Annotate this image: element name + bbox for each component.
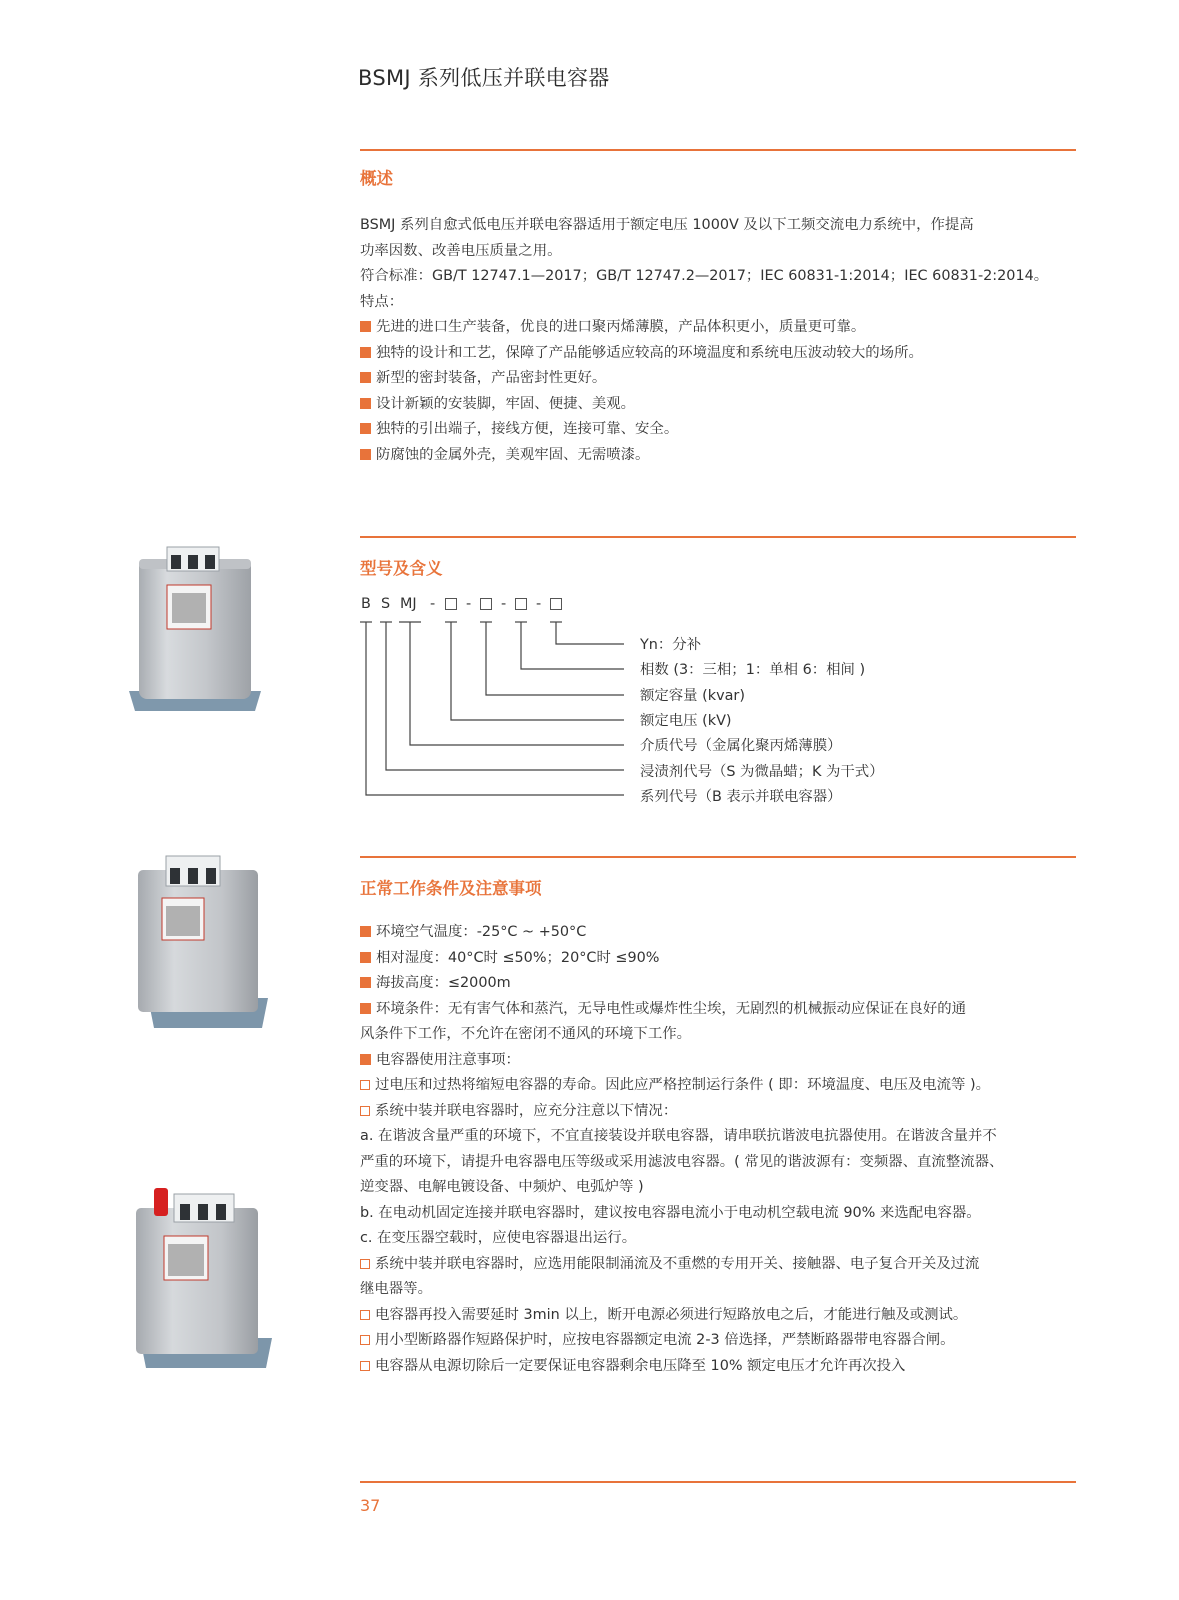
bullet-square-icon (360, 952, 371, 963)
condition-line: b. 在电动机固定连接并联电容器时，建议按电容器电流小于电动机空载电流 90% 来选配电容器。 (360, 1204, 981, 1221)
bullet-square-icon (360, 1054, 371, 1065)
legend-series: 系列代号（B 表示并联电容器） (640, 789, 842, 805)
bullet-square-icon (360, 1003, 371, 1014)
feature-item: 独特的设计和工艺，保障了产品能够适应较高的环境温度和系统电压波动较大的场所。 (360, 341, 1048, 367)
code-dash: - (466, 596, 472, 612)
condition-line: 海拔高度：≤2000m (360, 971, 1003, 997)
leader-line (366, 622, 624, 795)
condition-line: 严重的环境下，请提升电容器电压等级或采用滤波电容器。( 常见的谐波源有：变频器、直流整流器、 (360, 1153, 1004, 1170)
legend-phases: 相数 (3：三相；1：单相 6：相间 ) (640, 662, 866, 678)
code-dash: - (536, 596, 542, 612)
condition-line: 电容器再投入需要延时 3min 以上，断开电源必须进行短路放电之后，才能进行触及或测试。 (360, 1303, 1003, 1329)
page-number: 37 (360, 1496, 381, 1515)
code-letter-s: S (381, 596, 391, 612)
leader-line (410, 622, 624, 745)
bullet-square-icon (360, 977, 371, 988)
bullet-square-outline-icon (360, 1361, 370, 1371)
overview-intro-line: 符合标准：GB/T 12747.1—2017；GB/T 12747.2—2017；IEC 60831-1:2014；IEC 60831-2:2014。 (360, 268, 1049, 284)
condition-line: 过电压和过热将缩短电容器的寿命。因此应严格控制运行条件 ( 即：环境温度、电压及电流等 )。 (360, 1073, 1003, 1099)
bullet-square-outline-icon (360, 1106, 370, 1116)
legend-voltage: 额定电压 (kV) (640, 713, 732, 729)
condition-line: 用小型断路器作短路保护时，应按电容器额定电流 2-3 倍选择，严禁断路器带电容器合闸。 (360, 1328, 1003, 1354)
legend-capacity: 额定容量 (kvar) (640, 688, 745, 704)
feature-item: 新型的密封装备，产品密封性更好。 (360, 366, 1048, 392)
condition-line: 电容器从电源切除后一定要保证电容器剩余电压降至 10% 额定电压才允许再次投入 (360, 1354, 1003, 1380)
bullet-square-outline-icon (360, 1310, 370, 1320)
condition-line: 风条件下工作，不允许在密闭不通风的环境下工作。 (360, 1026, 691, 1042)
bullet-square-outline-icon (360, 1335, 370, 1345)
capacitor-image-2 (118, 852, 273, 1032)
section-heading-overview: 概述 (360, 169, 393, 188)
bullet-square-outline-icon (360, 1259, 370, 1269)
footer-divider (360, 1481, 1076, 1483)
leader-line (486, 622, 624, 695)
overview-intro-line: BSMJ 系列自愈式低电压并联电容器适用于额定电压 1000V 及以下工频交流电力系统中，作提高 (360, 217, 974, 233)
overview-intro-line: 特点： (360, 293, 404, 310)
code-dash: - (501, 596, 507, 612)
section-divider-conditions (360, 856, 1076, 858)
capacitor-image-3 (126, 1182, 276, 1372)
feature-item: 设计新颖的安装脚，牢固、便捷、美观。 (360, 392, 1048, 418)
document-title: BSMJ 系列低压并联电容器 (358, 66, 610, 90)
condition-line: 相对湿度：40°C时 ≤50%；20°C时 ≤90% (360, 946, 1003, 972)
feature-item: 先进的进口生产装备，优良的进口聚丙烯薄膜，产品体积更小，质量更可靠。 (360, 315, 1048, 341)
leader-line (451, 622, 624, 720)
feature-item: 独特的引出端子，接线方便，连接可靠、安全。 (360, 417, 1048, 443)
leader-line (521, 622, 624, 669)
code-letter-b: B (361, 596, 371, 612)
condition-line: a. 在谐波含量严重的环境下，不宜直接装设并联电容器，请串联抗谐波电抗器使用。在谐波含量并不 (360, 1128, 997, 1144)
section-heading-conditions: 正常工作条件及注意事项 (360, 879, 542, 898)
condition-line: 逆变器、电解电镀设备、中频炉、电弧炉等 ) (360, 1179, 644, 1195)
condition-line: 环境空气温度：-25°C ~ +50°C (360, 920, 1003, 946)
bullet-square-outline-icon (360, 1080, 370, 1090)
overview-intro-line: 功率因数、改善电压质量之用。 (360, 242, 562, 259)
code-dash: - (430, 596, 436, 612)
legend-yn: Yn：分补 (640, 637, 702, 653)
section-heading-model: 型号及含义 (360, 559, 443, 578)
condition-line: 系统中装并联电容器时，应充分注意以下情况： (360, 1099, 1003, 1125)
feature-item: 防腐蚀的金属外壳，美观牢固、无需喷漆。 (360, 443, 1048, 469)
condition-line: 环境条件：无有害气体和蒸汽，无导电性或爆炸性尘埃，无剧烈的机械振动应保证在良好的通 (360, 997, 1003, 1023)
legend-impregnant: 浸渍剂代号（S 为微晶蜡；K 为干式） (640, 764, 884, 780)
leader-line (556, 622, 624, 644)
condition-line: 继电器等。 (360, 1281, 432, 1297)
code-letter-mj: MJ (400, 596, 417, 612)
condition-line: 电容器使用注意事项： (360, 1048, 1003, 1074)
condition-line: 系统中装并联电容器时，应选用能限制涌流及不重燃的专用开关、接触器、电子复合开关及过流 (360, 1252, 1003, 1278)
condition-line: c. 在变压器空载时，应使电容器退出运行。 (360, 1230, 637, 1246)
bullet-square-icon (360, 926, 371, 937)
capacitor-image-1 (125, 543, 265, 719)
conditions-body (360, 920, 1003, 1379)
legend-dielectric: 介质代号（金属化聚丙烯薄膜） (640, 738, 842, 754)
